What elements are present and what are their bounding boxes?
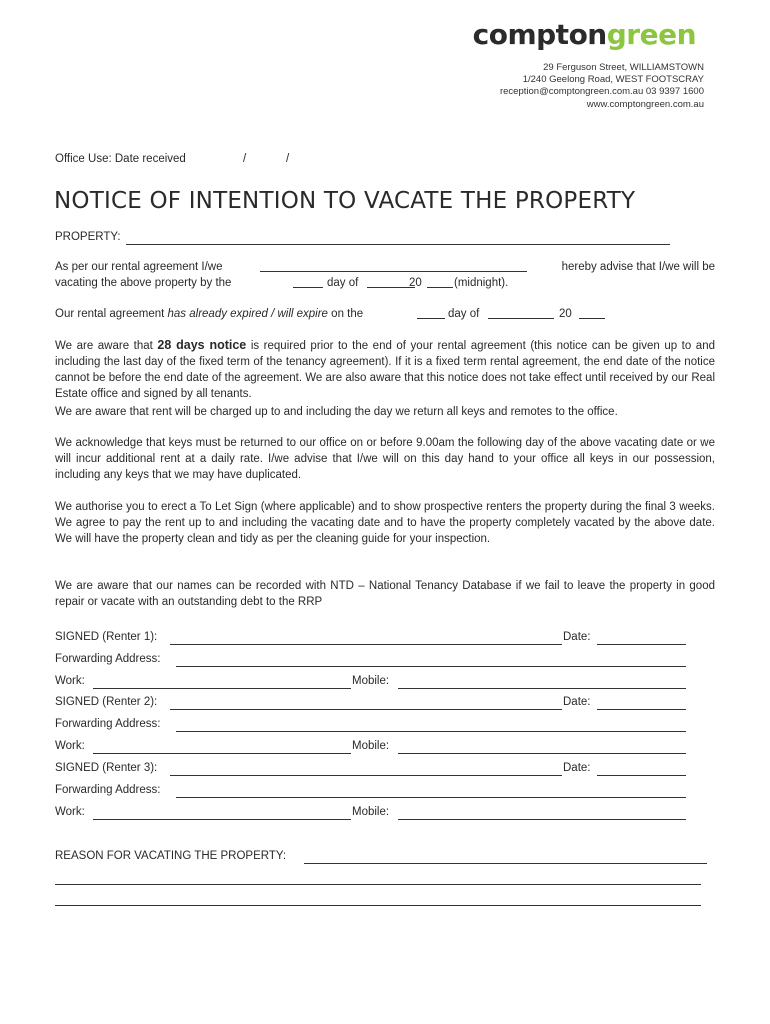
renter-1-forwarding-label: Forwarding Address: xyxy=(55,653,161,665)
renter-3-signed-row xyxy=(55,762,157,774)
signed-label: SIGNED (Renter 1): xyxy=(55,631,158,643)
agreement-text-5: 20 xyxy=(409,277,422,289)
signed-label: SIGNED (Renter 3): xyxy=(55,762,158,774)
expire-options: has already expired / will expire xyxy=(167,308,328,320)
renter-1-mobile-label: Mobile: xyxy=(352,675,390,687)
address-line-1: 29 Ferguson Street, WILLIAMSTOWN xyxy=(543,62,704,73)
renter-2-work-label: Work: xyxy=(55,740,85,752)
agreement-text-2: hereby advise that I/we will be xyxy=(561,261,715,273)
office-use-label: Office Use: Date received xyxy=(55,153,186,165)
notice-bold: 28 days notice xyxy=(157,338,247,352)
renter-3-forwarding-field[interactable] xyxy=(176,796,686,798)
page-title: NOTICE OF INTENTION TO VACATE THE PROPERTY xyxy=(54,188,636,214)
expire-text-3: on the xyxy=(331,308,364,320)
renter-2-mobile-field[interactable] xyxy=(398,752,686,754)
renter-1-signature-field[interactable] xyxy=(170,643,562,645)
renter-1-work-label: Work: xyxy=(55,675,85,687)
reason-field-line-2[interactable] xyxy=(55,883,701,885)
agreement-text-3: vacating the above property by the xyxy=(55,277,232,289)
expire-month-field[interactable] xyxy=(488,317,554,319)
renter-3-signature-field[interactable] xyxy=(170,774,562,776)
agreement-text-4: day of xyxy=(327,277,359,289)
renter-3-mobile-field[interactable] xyxy=(398,818,686,820)
ntd-paragraph: We are aware that our names can be recorded with NTD – National Tenancy Database if we fail to leave the property in good repair or vacate with an outstanding debt to the RRP xyxy=(55,580,715,608)
address-block xyxy=(500,62,704,111)
renter-2-date-field[interactable] xyxy=(597,708,686,710)
agreement-text-1: As per our rental agreement I/we xyxy=(55,261,223,273)
company-logo: comptongreen xyxy=(472,18,696,51)
renter-3-work-field[interactable] xyxy=(93,818,351,820)
renter-names-field[interactable] xyxy=(260,270,527,272)
expire-text-1: Our rental agreement xyxy=(55,308,165,320)
expire-year-field[interactable] xyxy=(579,317,605,319)
property-row xyxy=(55,231,121,243)
agreement-text-6: (midnight). xyxy=(454,277,509,289)
signed-label: SIGNED (Renter 2): xyxy=(55,696,158,708)
date-slash-1: / xyxy=(243,153,247,165)
renter-3-mobile-label: Mobile: xyxy=(352,806,390,818)
website-line: www.comptongreen.com.au xyxy=(586,98,704,110)
address-line-2: 1/240 Geelong Road, WEST FOOTSCRAY xyxy=(522,74,704,86)
notice-paragraph xyxy=(55,337,715,402)
renter-2-signature-field[interactable] xyxy=(170,708,562,710)
reason-label: REASON FOR VACATING THE PROPERTY: xyxy=(55,850,287,862)
date-slash-2: / xyxy=(286,153,290,165)
renter-2-mobile-label: Mobile: xyxy=(352,740,390,752)
renter-2-signed-row xyxy=(55,696,157,708)
renter-1-signed-row xyxy=(55,631,157,643)
renter-3-date-field[interactable] xyxy=(597,774,686,776)
property-label: PROPERTY: xyxy=(55,231,121,243)
vacate-year-field[interactable] xyxy=(427,286,453,288)
vacate-month-field[interactable] xyxy=(367,286,415,288)
rent-paragraph: We are aware that rent will be charged up to and including the day we return all keys and remotes to the office. xyxy=(55,406,618,418)
renter-1-forwarding-field[interactable] xyxy=(176,665,686,667)
renter-2-date-label: Date: xyxy=(563,696,591,708)
vacate-day-field[interactable] xyxy=(293,286,323,288)
agreement-paragraph xyxy=(55,259,715,291)
renter-3-work-label: Work: xyxy=(55,806,85,818)
expire-text-5: 20 xyxy=(559,308,572,320)
renter-2-work-field[interactable] xyxy=(93,752,351,754)
property-field[interactable] xyxy=(126,243,670,245)
renter-1-mobile-field[interactable] xyxy=(398,687,686,689)
expire-text-4: day of xyxy=(448,308,480,320)
keys-paragraph: We acknowledge that keys must be returned to our office on or before 9.00am the following day of the above vacating date or we will incur additional rent at a daily rate. I/we advise that I/we will on this day hand to your office all keys in our possession, including any keys that we may have duplicated. xyxy=(55,437,715,481)
reason-field-line-3[interactable] xyxy=(55,904,701,906)
notice-text-2: is required prior to the end of your rental agreement (this notice can be given up to and including the last day of the fixed term of the tenancy agreement). If it is a fixed term rental agreement, the end date of the notice cannot be before the end date of the agreement. We are also aware that this notice does not take effect until received by our Real Estate office and signed by all tenants. xyxy=(55,340,715,400)
contact-line: reception@comptongreen.com.au 03 9397 1600 xyxy=(499,86,704,98)
renter-1-work-field[interactable] xyxy=(93,687,351,689)
expire-day-field[interactable] xyxy=(417,317,445,319)
sign-paragraph: We authorise you to erect a To Let Sign (where applicable) and to show prospective renters the property during the final 3 weeks. We agree to pay the rent up to and including the vacating date and to have the property completely vacated by the above date. We will have the property clean and tidy as per the cleaning guide for your inspection. xyxy=(55,501,715,545)
renter-3-date-label: Date: xyxy=(563,762,591,774)
office-use-row xyxy=(55,153,290,165)
reason-field-line-1[interactable] xyxy=(304,862,707,864)
expire-paragraph xyxy=(55,306,715,322)
renter-3-forwarding-label: Forwarding Address: xyxy=(55,784,161,796)
renter-1-date-label: Date: xyxy=(563,631,591,643)
renter-2-forwarding-field[interactable] xyxy=(176,730,686,732)
notice-text-1: We are aware that xyxy=(55,340,153,352)
renter-1-date-field[interactable] xyxy=(597,643,686,645)
renter-2-forwarding-label: Forwarding Address: xyxy=(55,718,161,730)
